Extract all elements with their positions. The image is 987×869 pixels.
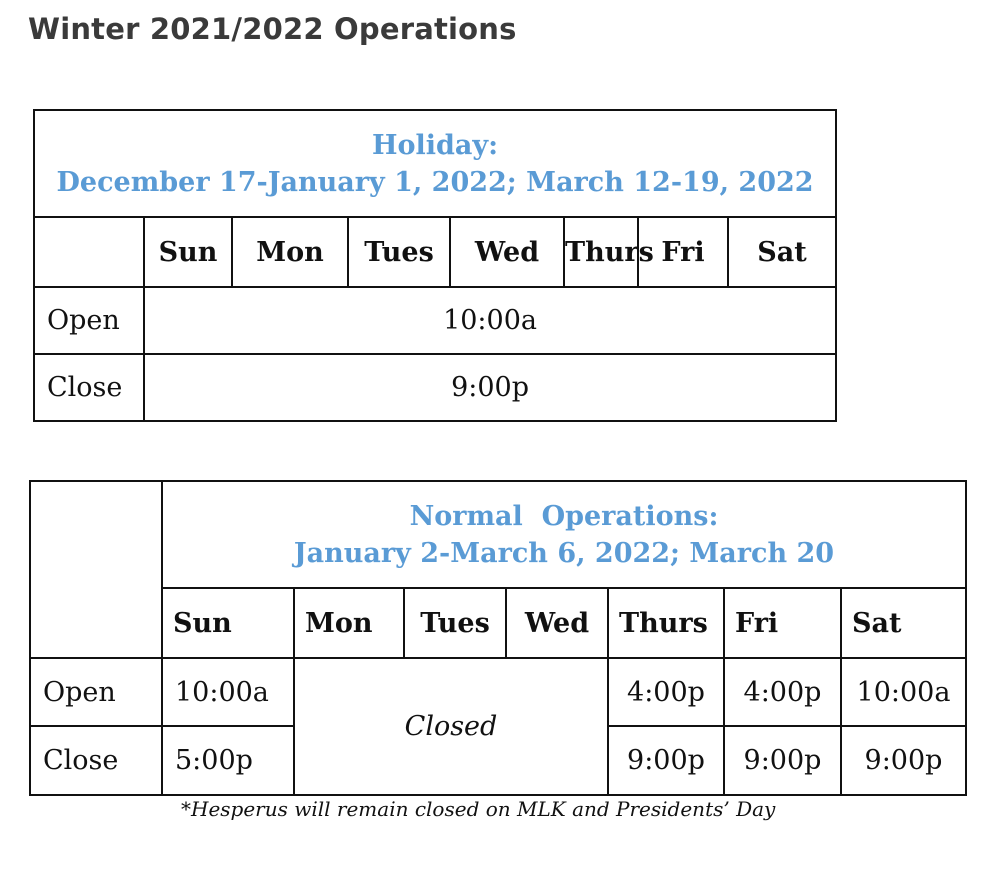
holiday-day-mon: Mon: [232, 217, 348, 287]
holiday-heading-title: Holiday:: [372, 129, 499, 161]
holiday-day-sun: Sun: [144, 217, 232, 287]
holiday-open-time: 10:00a: [144, 287, 836, 354]
normal-fri-open: 4:00p: [724, 658, 841, 726]
holiday-day-tues: Tues: [348, 217, 450, 287]
holiday-day-wed: Wed: [450, 217, 564, 287]
holiday-corner-cell: [34, 217, 144, 287]
holiday-heading: [34, 110, 836, 217]
holiday-open-label: Open: [34, 287, 144, 354]
normal-heading: [162, 481, 966, 588]
normal-schedule-table: [29, 480, 967, 796]
holiday-close-label: Close: [34, 354, 144, 421]
normal-day-mon: Mon: [294, 588, 404, 658]
holiday-day-sat: Sat: [728, 217, 836, 287]
holiday-close-time: 9:00p: [144, 354, 836, 421]
normal-sat-open: 10:00a: [841, 658, 966, 726]
holiday-day-thurs: Thurs: [564, 217, 638, 287]
normal-thurs-open: 4:00p: [608, 658, 724, 726]
normal-sat-close: 9:00p: [841, 726, 966, 795]
normal-thurs-close: 9:00p: [608, 726, 724, 795]
normal-heading-dates: January 2-March 6, 2022; March 20: [293, 537, 835, 569]
normal-sun-open: 10:00a: [162, 658, 294, 726]
normal-sun-close: 5:00p: [162, 726, 294, 795]
normal-close-label: Close: [30, 726, 162, 795]
normal-open-label: Open: [30, 658, 162, 726]
holiday-heading-dates: December 17-January 1, 2022; March 12-19, 2022: [56, 166, 814, 198]
normal-heading-title: Normal Operations:: [409, 500, 719, 532]
footnote: *Hesperus will remain closed on MLK and Presidents’ Day: [181, 797, 776, 821]
normal-day-thurs: Thurs: [608, 588, 724, 658]
normal-day-sat: Sat: [841, 588, 966, 658]
normal-fri-close: 9:00p: [724, 726, 841, 795]
normal-day-sun: Sun: [162, 588, 294, 658]
holiday-schedule-table: [33, 109, 837, 422]
normal-closed-cell: Closed: [294, 658, 608, 795]
normal-corner-cell: [30, 481, 162, 658]
normal-day-fri: Fri: [724, 588, 841, 658]
holiday-day-fri: Fri: [638, 217, 728, 287]
page-title: Winter 2021/2022 Operations: [28, 12, 517, 46]
normal-day-wed: Wed: [506, 588, 608, 658]
normal-day-tues: Tues: [404, 588, 506, 658]
